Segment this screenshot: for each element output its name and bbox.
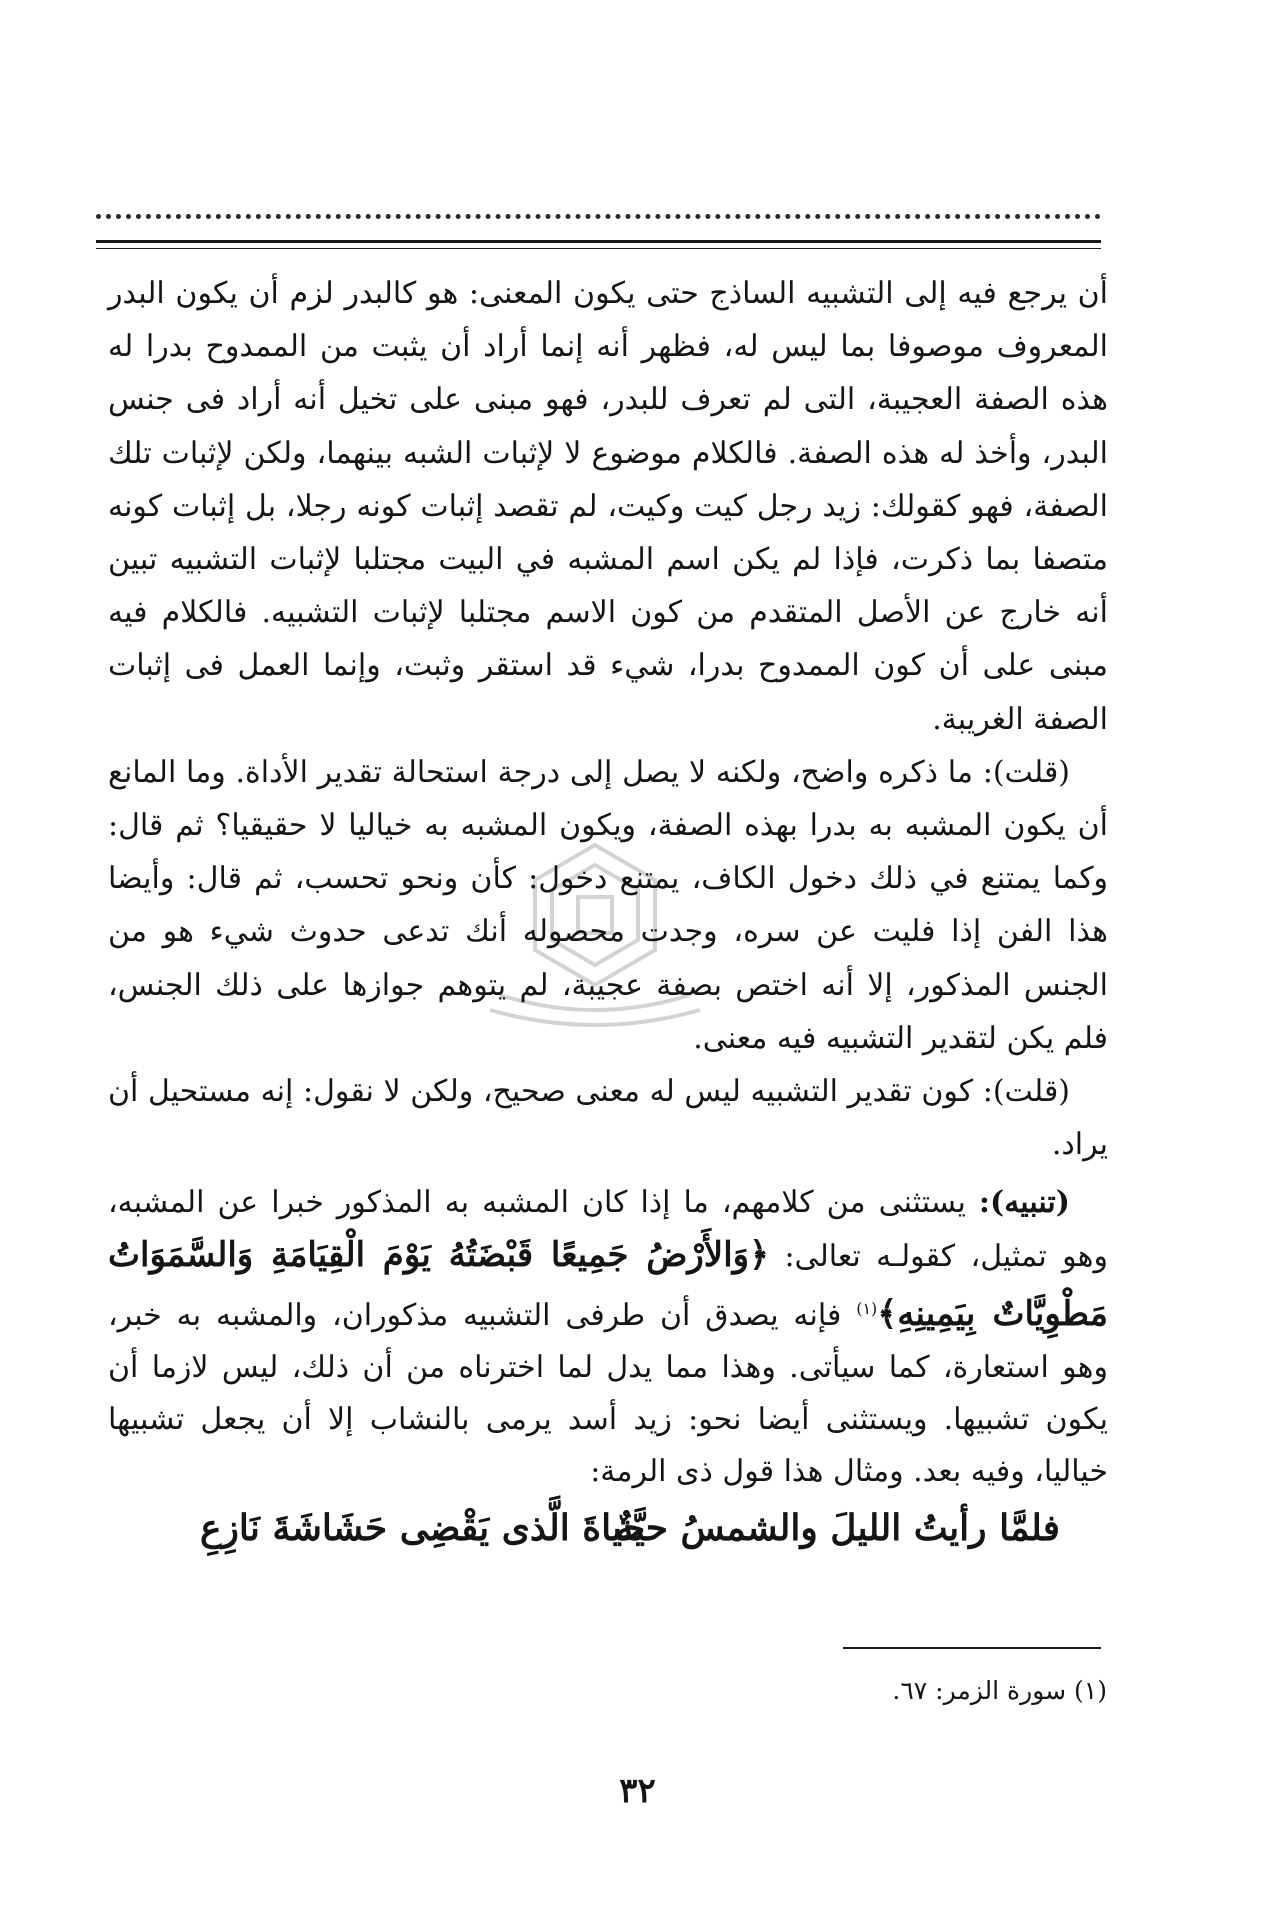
poem-hemistich-left: حياةَ الَّذى يَقْضِى حَشَاشَةَ نَازِعِ: [200, 1507, 646, 1549]
note-continuation: فإنه يصدق أن طرفى التشبيه مذكوران، والمشبه به خبر، وهو استعارة، كما سيأتى. وهذا مما يدل لما اخترناه من أن ذلك، ليس لازما أن يكون تشبيها. ويستثنى أيضا نحو: زيد أسد يرمى بالنشاب إلا أن يجعل تشبيها خياليا، وفيه بعد. ومثال هذا قول ذى الرمة:: [108, 1298, 1108, 1489]
poem-verse: [180, 1507, 1080, 1567]
note-intro: يستثنى من كلامهم، ما إذا كان المشبه به المذكور خبرا عن المشبه، وهو تمثيل، كقولـه تعالى:: [108, 1185, 1108, 1274]
poem-hemistich-right: فلمَّا رأيتُ الليلَ والشمسُ حيَّةٌ: [615, 1507, 1060, 1549]
page-number: ٣٢: [619, 1771, 656, 1811]
header-double-rule: [96, 240, 1101, 249]
footnote-separator: [843, 1647, 1101, 1649]
header-dotted-rule: [96, 214, 1101, 219]
quran-verse: ﴿وَالأَرْضُ جَمِيعًا قَبْضَتُهُ يَوْمَ الْقِيَامَةِ وَالسَّمَوَاتُ مَطْوِيَّاتٌ بِيَمِينِهِ﴾: [108, 1235, 1108, 1334]
footnote: (١) سورة الزمر: ٦٧.: [892, 1676, 1107, 1705]
note-section: [108, 1177, 1108, 1498]
main-text: [108, 267, 1108, 1171]
paragraph-3: (قلت): كون تقدير التشبيه ليس له معنى صحيح، ولكن لا نقول: إنه مستحيل أن يراد.: [108, 1074, 1108, 1163]
paragraph-2: (قلت): ما ذكره واضح، ولكنه لا يصل إلى درجة استحالة تقدير الأداة. وما المانع أن يكون المشبه به بدرا بهذه الصفة، ويكون المشبه به خياليا لا حقيقيا؟ ثم قال: وكما يمتنع في ذلك دخول الكاف، يمتنع دخول: كأن ونحو تحسب، ثم قال: وأيضا هذا الفن إذا فليت عن سره، وجدت محصوله أنك تدعى حدوث شيء هو من الجنس المذكور، إلا أنه اختص بصفة عجيبة، لم يتوهم جوازها على ذلك الجنس، فلم يكن لتقدير التشبيه فيه معنى.: [108, 754, 1109, 1056]
footnote-marker[interactable]: (١): [856, 1299, 878, 1318]
note-paragraph: [108, 1177, 1108, 1498]
paragraph-1: أن يرجع فيه إلى التشبيه الساذج حتى يكون المعنى: هو كالبدر لزم أن يكون البدر المعروف موصوفا بما ليس له، فظهر أنه إنما أراد أن يثبت من الممدوح بدرا له هذه الصفة العجيبة، التى لم تعرف للبدر، فهو مبنى على تخيل أنه أراد فى جنس البدر، وأخذ له هذه الصفة. فالكلام موضوع لا لإثبات الشبه بينهما، ولكن لإثبات تلك الصفة، فهو كقولك: زيد رجل كيت وكيت، لم تقصد إثبات كونه رجلا، بل إثبات كونه متصفا بما ذكرت، فإذا لم يكن اسم المشبه في البيت مجتلبا لإثبات التشبيه تبين أنه خارج عن الأصل المتقدم من كون الاسم مجتلبا لإثبات التشبيه. فالكلام فيه مبنى على أن كون الممدوح بدرا، شيء قد استقر وثبت، وإنما العمل فى إثبات الصفة الغريبة.: [108, 276, 1109, 737]
note-label: (تنبيه):: [978, 1185, 1070, 1220]
